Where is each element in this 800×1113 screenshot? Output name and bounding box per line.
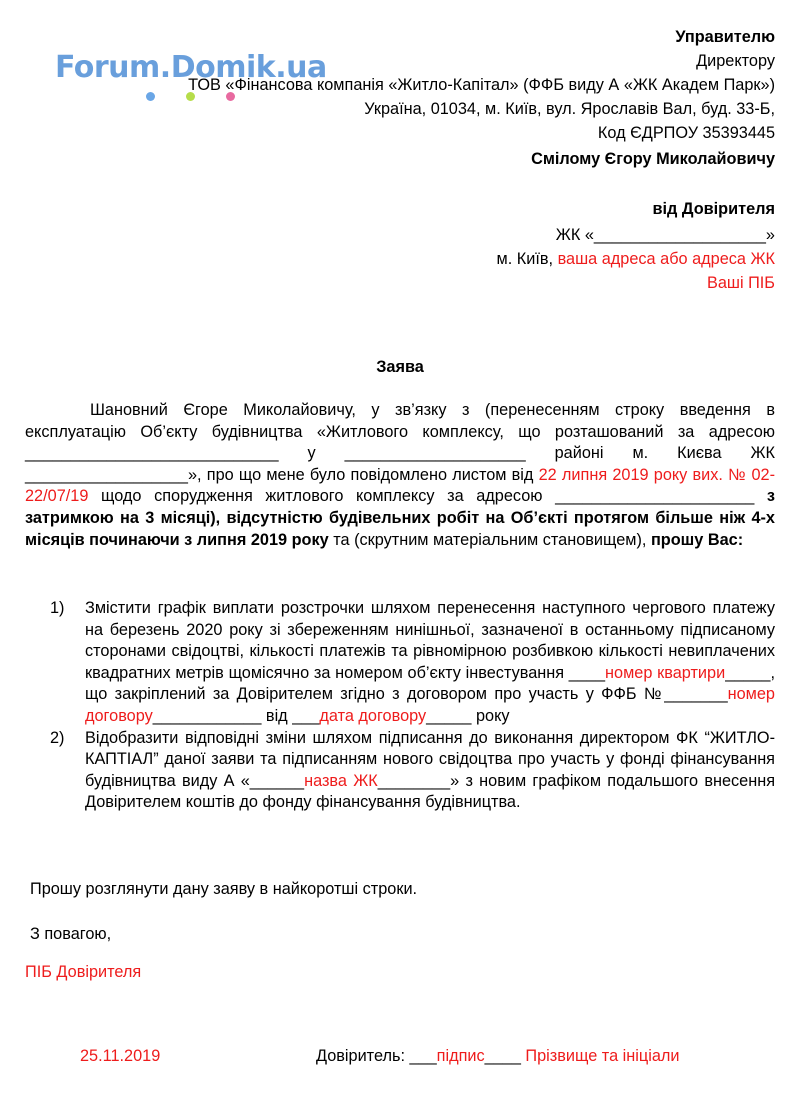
header-addressee-role: Управителю <box>675 28 775 46</box>
body-text-address: щодо спорудження житлового комплексу за адресою ______________________ <box>88 487 767 506</box>
body-text-situation: та (скрутним матеріальним становищем), <box>328 530 651 549</box>
sender-name-placeholder: Ваші ПІБ <box>706 274 775 292</box>
request-list <box>50 598 775 814</box>
list-item-text: Змістити графік виплати розстрочки шляхом перенесення наступного чергового платежу на березень 2020 року зі збереженням нинішньої, зазначеної в останньому підписаному сторонами свідоцтві, кількості платежів та рівномірною розбивкою кількості невиплачених квадратних метрів щомісячно за номером об’єкту інвестування ____ <box>85 599 775 682</box>
list-item-text: ________» з новим графіком подальшого внесення Довірителем коштів до фонду фінансування будівництва. <box>85 771 776 812</box>
header-address: Україна, 01034, м. Київ, вул. Ярославів Вал, буд. 33-Б, <box>364 100 775 118</box>
list-item <box>50 728 775 814</box>
header-director-name: Смілому Єгору Миколайовичу <box>531 150 775 168</box>
closing-request: Прошу розглянути дану заяву в найкоротші строки. <box>30 880 418 898</box>
contract-number-placeholder: номер договору <box>85 685 775 725</box>
body-text-delay: з затримкою на 3 місяці), відсутністю будівельних робіт на Об’єкті протягом більше ніж 4-х місяців починаючи з липня 2019 року <box>25 487 775 549</box>
footer-signature-placeholder: підпис <box>436 1047 485 1065</box>
list-item <box>50 598 775 728</box>
sender-complex: ЖК «___________________» <box>555 226 775 244</box>
header-company: ТОВ «Фінансова компанія «Житло-Капітал» (ФФБ виду А «ЖК Академ Парк») <box>188 76 775 94</box>
closing-regards: З повагою, <box>30 925 112 943</box>
watermark-logo: Forum.Domik.ua <box>55 50 327 85</box>
sender-from: від Довірителя <box>652 200 775 218</box>
document-title: Заява <box>376 358 424 376</box>
complex-name-placeholder: назва ЖК <box>304 771 378 790</box>
body-text-request: прошу Вас: <box>650 530 744 549</box>
body-letter-date: 22 липня 2019 року вих. № 02-22/07/19 <box>25 465 775 506</box>
list-item-number: 1) <box>50 599 65 617</box>
header-edrpou: Код ЄДРПОУ 35393445 <box>597 124 775 142</box>
list-item-text: _____ року <box>426 706 510 725</box>
list-item-text: _____, що закріплений за Довірителем згідно з договором про участь у ФФБ №_______ <box>85 663 775 704</box>
footer-signature-underline: ____ <box>484 1047 526 1065</box>
contract-date-placeholder: дата договору <box>319 706 427 725</box>
body-paragraph <box>25 400 775 551</box>
header-position: Директору <box>696 52 775 70</box>
footer-name-placeholder: Прізвище та ініціали <box>525 1047 680 1065</box>
footer-signature-line <box>316 1047 679 1066</box>
list-item-text: ____________ від ___ <box>152 706 320 725</box>
footer-date: 25.11.2019 <box>80 1047 161 1065</box>
body-text-intro: Шановний Єгоре Миколайовичу, у зв’язку з (перенесенням строку введення в експлуатацію Об’єкту будівництва «Житлового комплексу, що розташований за адресою ____________________________ у ____________________ районі м. Києва ЖК __________________», про що мене було повідомлено листом від <box>25 401 775 484</box>
watermark-dot-blue <box>146 92 155 101</box>
sender-city: м. Київ, <box>496 250 558 268</box>
closing-pib-placeholder: ПІБ Довірителя <box>25 963 142 981</box>
sender-address-line <box>497 250 775 269</box>
list-item-number: 2) <box>50 728 65 747</box>
footer-signer-label: Довіритель: ___ <box>316 1047 437 1065</box>
sender-address-placeholder: ваша адреса або адреса ЖК <box>557 250 775 268</box>
apartment-number-placeholder: номер квартири <box>605 663 726 682</box>
list-item-text: Відобразити відповідні зміни шляхом підписання до виконання директором ФК “ЖИТЛО-КАПТІАЛ” даної заяви та підписанням нового свідоцтва про участь у фонді фінансування будівництва виду А «______ <box>85 728 775 790</box>
